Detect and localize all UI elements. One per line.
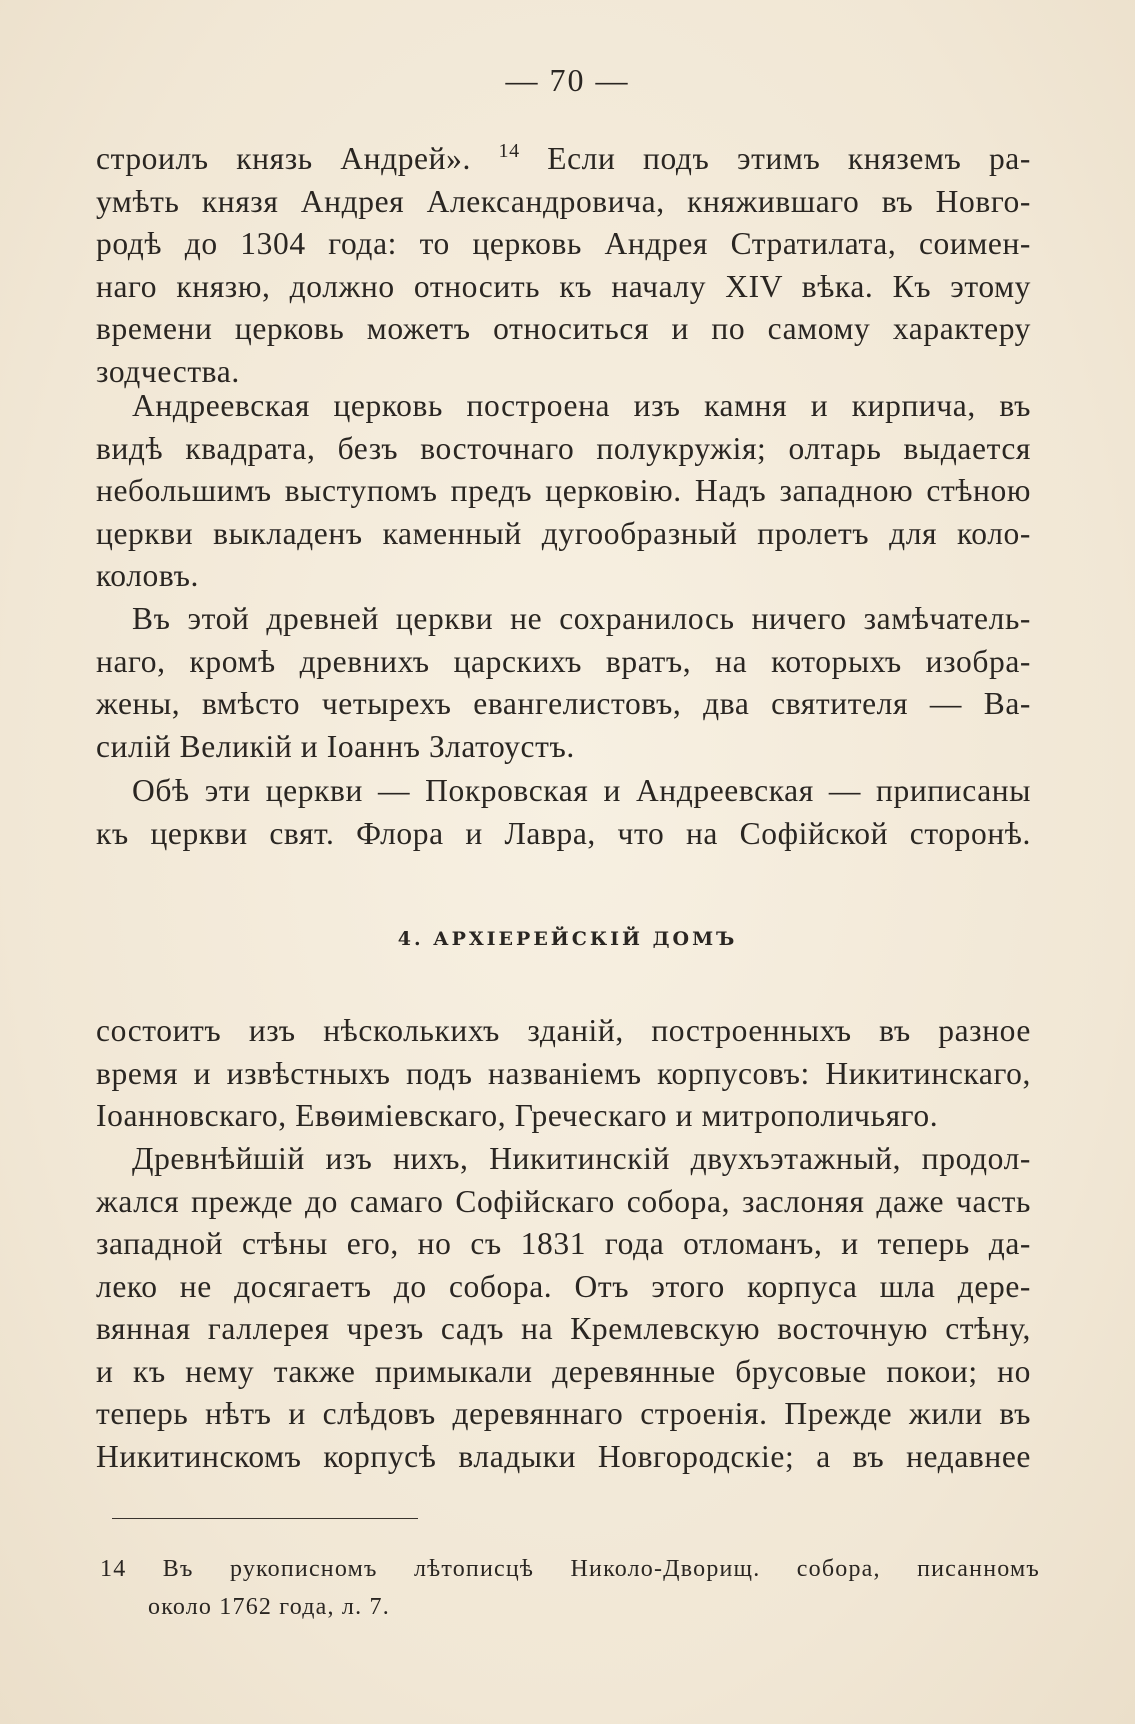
page-number: — 70 — bbox=[505, 62, 630, 98]
text-line: вянная галлерея чрезъ садъ на Кремлевскую восточную стѣну, bbox=[96, 1311, 1031, 1346]
text-line bbox=[96, 130, 1031, 181]
text-line: жены, вмѣсто четырехъ евангелистовъ, два святителя — Ва- bbox=[96, 686, 1031, 721]
text-fragment: Если подъ этимъ княземъ ра- bbox=[547, 141, 1031, 176]
text-line: силій Великій и Іоаннъ Златоустъ. bbox=[96, 728, 575, 764]
text-line: наго, кромѣ древнихъ царскихъ вратъ, на которыхъ изобра- bbox=[96, 643, 1031, 679]
footnote-line: 14 Въ рукописномъ лѣтописцѣ Николо-Дворищ. собора, писанномъ bbox=[100, 1556, 1040, 1582]
text-line: къ церкви свят. Флора и Лавра, что на Софійской сторонѣ. bbox=[96, 815, 1031, 851]
footnote-divider bbox=[112, 1518, 418, 1519]
text-line: западной стѣны его, но съ 1831 года отломанъ, и теперь да- bbox=[96, 1226, 1031, 1261]
paragraph-3 bbox=[96, 598, 1031, 768]
footnote-marker[interactable]: 14 bbox=[498, 140, 520, 162]
text-line: видѣ квадрата, безъ восточнаго полукружія; олтарь выдается bbox=[96, 430, 1031, 466]
footnote-line: около 1762 года, л. 7. bbox=[148, 1594, 390, 1620]
paragraph-2 bbox=[96, 385, 1031, 598]
paragraph-1 bbox=[96, 130, 1031, 393]
text-line: жался прежде до самаго Софійскаго собора, заслоняя даже часть bbox=[96, 1183, 1031, 1219]
text-line: церкви выкладенъ каменный дугообразный пролетъ для коло- bbox=[96, 515, 1031, 551]
text-line: Въ этой древней церкви не сохранилось ничего замѣчатель- bbox=[132, 601, 1031, 636]
text-line: и къ нему также примыкали деревянные брусовые покои; но bbox=[96, 1353, 1031, 1389]
footnote bbox=[100, 1550, 1040, 1626]
text-line: Древнѣйшій изъ нихъ, Никитинскій двухъэтажный, продол- bbox=[132, 1141, 1031, 1176]
text-line: леко не досягаетъ до собора. Отъ этого корпуса шла дере- bbox=[96, 1268, 1031, 1304]
text-fragment: строилъ князь Андрей». bbox=[96, 141, 471, 176]
text-line: коловъ. bbox=[96, 558, 199, 593]
text-line: времени церковь можетъ относиться и по самому характеру bbox=[96, 311, 1031, 346]
text-line: Никитинскомъ корпусѣ владыки Новгородскіе; а въ недавнее bbox=[96, 1438, 1031, 1474]
text-line: Іоанновскаго, Евѳиміевскаго, Греческаго и митрополичьяго. bbox=[96, 1098, 939, 1133]
paragraph-4 bbox=[96, 770, 1031, 855]
text-line: Обѣ эти церкви — Покровская и Андреевская — приписаны bbox=[132, 773, 1031, 808]
text-line: небольшимъ выступомъ предъ церковію. Надъ западною стѣною bbox=[96, 473, 1031, 508]
text-line: время и извѣстныхъ подъ названіемъ корпусовъ: Никитинскаго, bbox=[96, 1055, 1031, 1091]
paragraph-5 bbox=[96, 1010, 1031, 1138]
paragraph-6 bbox=[96, 1138, 1031, 1478]
section-heading: 4. АРХІЕРЕЙСКІЙ ДОМЪ bbox=[397, 928, 738, 950]
text-line: состоитъ изъ нѣсколькихъ зданій, построенныхъ въ разное bbox=[96, 1013, 1031, 1048]
text-line: зодчества. bbox=[96, 353, 240, 389]
text-line: Андреевская церковь построена изъ камня и кирпича, въ bbox=[132, 388, 1031, 423]
text-line: родѣ до 1304 года: то церковь Андрея Стратилата, соимен- bbox=[96, 226, 1031, 261]
text-line: наго князю, должно относить къ началу XIV вѣка. Къ этому bbox=[96, 268, 1031, 304]
text-line: умѣть князя Андрея Александровича, княжившаго въ Новго- bbox=[96, 183, 1031, 219]
text-line: теперь нѣтъ и слѣдовъ деревяннаго строенія. Прежде жили въ bbox=[96, 1396, 1031, 1431]
